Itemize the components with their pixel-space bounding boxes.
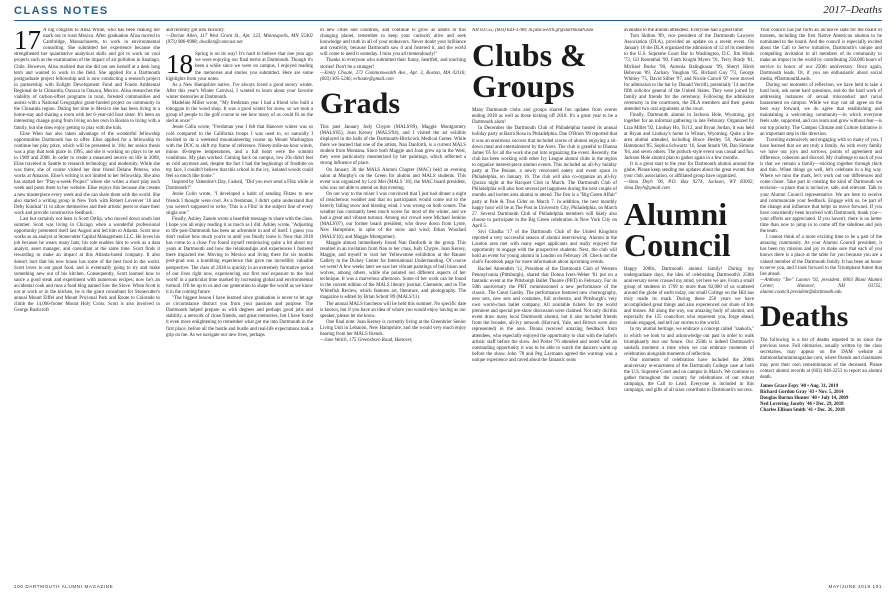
death-entry: Charles Ellison Smith '41 • Dec. 26, 2018 [760,408,845,414]
section-title-clubs-groups: Clubs & Groups [472,37,587,105]
paragraph: On January 30 the MALS Alumni Chapter (MAC) held an evening salon at Murphy's on the Green for alumni and MALS students. This event was organized by Lori Mei (MALS '18), the MAC board president, who was not able to attend on that evening. [320,167,466,191]
paragraph: It is a great start to the year for Dartmouth alumni around the globe. Please keep sending me updates about the great events that your club, association, or affiliated group have organized. [624,162,754,180]
class-secretary-signature: —Jane Welch, 175 Greensboro Road, Hanover, [320,338,413,344]
class-18-note [166,49,313,82]
paragraph: Jessie Colin wrote, "Freshman year I felt that Hanover winter was so cold compared to the California troops I was used to, so naturally I decided to do a weekend mountaineering course up Mount Washington with the DOC to shift my frame of reference. Ninety-mile-an-hour winds, minus 40-degree temperatures, and a full heart were the summit conditions. My plan worked. Coming back on campus, low 20s didn't feel as cold anymore and, despite the fact I had the beginnings of frostbite on my face, I couldn't believe that this school in the icy, isolated woods could feel so much like home." [166,125,313,180]
class-year-dropcap: 17 [14,28,41,55]
column-6 [760,28,882,580]
paragraph: Finally, Dartmouth alumni in Jackson Hole, Wyoming, got together for an informal gathering in late February. Organized by Liza Millet '92, Lindsay Ho, Tu'12, and Bryan Jordan, it was held at Bryan and Lindsay's home in Wilson, Wyoming. Quite a few area alumni attended, including Bruce Hedley '58, Alexander Hammond '85, Sophia Schwartz '16, Sean Stauth '00, Dan Simone '04, and seven others. The potluck-style event was casual and fun. Jackson Hole alumni plan to gather again in a few months. [624,113,754,161]
paragraph: The following is a list of deaths reported to us since the previous issue. Full obituaries, usually written by the class secretaries, may appear on the DAM website at dartmouthalumnimagazine.com, where friends and classmates may post their own remembrances of the deceased. Please contact alumni records at (603) 646-2253 to report an alumni death. [760,338,882,380]
paragraph: "The biggest lesson I have learned since graduation is never to let age or circumstance distract you from your passions and purpose. The Dartmouth helped prepare us with degrees and perhaps good jobs and stability, a network of close friends, and great memories, but I have found it even more enlightening to remember what got me into Dartmouth in the first place, before all the hustle and bustle and real-life expectations took a grip on me. As we navigate our new lives, perhaps [166,296,313,338]
paragraph: in new cities and countries, and continue to grow as adults in this changing planet, remember to keep your curiosity alive and seek knowledge and truth in all of your endeavors. Never doubt your brilliance and creativity, because Dartmouth saw it and fostered it, and the world will come to need it someday. I miss you all tremendously!" [320,28,466,58]
paragraph: During our moments of reflection, we have held to take a hard look, ask some hard questions, and do the hard work of addressing instances of sexual misconduct and racial harassment on campus. While we may not all agree on the best way forward, we do agree that establishing and maintaining a welcoming community—in which everyone feels safe, supported, and can learn and grow without fear—is our top priority. The Campus Climate and Culture Initiative is an important step in this direction. [760,82,882,137]
paragraph: I cannot think of a more exciting time to be a part of the amazing community. As your Alumni Council president, it has been my mission and joy to make sure that each of you knows there is a place at the table for you because you are a valued member of the Dartmouth family. It has been an honor to serve you, and I look forward to the Triumphant future that lies ahead. [760,235,882,277]
column-4 [472,28,617,580]
paragraph: Our moments of celebration have included the 200th anniversary re-enactment of the Dartmouth College case at both the U.S. Supreme Court and on campus in March. We continue to gather throughout the country for celebrations of our robust campaign, the Call to Lead. Everyone is included in this campaign, and gifts of all sizes contribute to Dartmouth's success. [624,357,754,394]
page-footer [14,584,882,596]
death-entry: Richard Gordon Gray '43 • Nov. 5, 2014 [760,389,844,395]
column-1 [14,28,160,580]
paragraph: Your council has put forth an inclusive slate for the board of trustees, including the first Native American alumna to be nominated to the board. And the council is especially excited about the Call to Serve initiative, Dartmouth's unique and compelling invitation to all members of its community to make an impact in the world by contributing 250,000 hours of service in honor of our 250th anniversary. Once again, Dartmouth leads. Or, if you are enthusiastic about social media, #DartmouthLeads. [760,28,882,82]
page-header [0,0,896,22]
paragraph: In my alumni heritage, we embrace a concept called "sankofa," in which we look to and acknowledge our past in order to walk triumphantly into our future. Our 250th is indeed Dartmouth's sankofa moment: a time when we can embrace moments of celebration alongside moments of reflection. [624,327,754,357]
paragraph: Many Dartmouth clubs and groups shared fun updates from events ending 2018 as well as those kicking off 2018. It's a great year to be a Dartmouth alum! [472,108,617,126]
paragraph: Elise Wien has also taken advantage of the wonderful fellowship opportunities Dartmouth has to offer. Elise applied for a fellowship to continue her play prize, which will be presented in '18s; her senior thesis was a play that took place in 1995, and she is working on plays to be set in 1989 and 2008. In order to create a measured oeuvre on life in 2008, Elise traveled to Seattle to research technology and modernity. While she was there, she of course visited her dear friend Delano Peterso, who works at Amazon. Elise's writing is not limited to her fellowship. She also has started her "Play-a-week Project" where she writes a short play each week and posts them to her website. Elise enjoys this because she creates a new masterpiece every week and she can share them with the world. She also started a writing group in New York with Robert Lovenver '16 and Deby Kindsal '11 to allow themselves and their artistic peers to share their work and provide constructive feedback. [14,131,160,216]
death-entry: Ned Lovering Jacoby '46 • Dec. 29, 2018 [760,402,844,408]
paragraph: Sivi Chadha '17 of the Dartmouth Club of the United Kingdom reported a very successful season of alumni interviewing. Alumni in the London area met with many eager applicants and really enjoyed the opportunity to engage with the prospective students. Next, the club will hold an event for young alumni in London on February 28. Check out the club's Facebook page for more information about upcoming events. [472,229,617,266]
paragraph: Madeline Miller wrote, "My freshman year I had a friend who built a toboggan in the wood shop. It was a good winter for snow, so we took a group of people to the golf course to see how many of us could fit on the sled at once!" [166,101,313,125]
page-tag: 2017–Deaths [823,4,882,16]
paragraph: Inspired by Valentine's Day, I asked, "Did you ever send a Flitz while at Dartmouth?" [166,180,313,192]
paragraph: On our way to the mixer I was convinced that I just had dinner a night of treacherous weather and that no participants would come out to the heavily falling snow and blasting wind. I was wrong on both counts. The weather has constantly been much worse for most of the winter, and we had a great and vibrant turnout. Among our crowd were Michael Jenkins (MALS'07), our former board president, who drove down from Lyme, New Hampshire, in spite of the snow and wind; Ethan Woodard (MALS'16); and Maggie Montgomery. [320,191,466,240]
paragraph: This past January Judy Chypre (MALS'89), Maggie Montgomery (MALS'85), Joan Kersey (MALS'94), and I visited the art exhibits displayed in the halls of the Dartmouth-Hitchcock Medical Center. While there we learned that one of the artists, Nan Danforth, is a current MALS student from Montana. Since both Maggie and Joan grew up in the West, they were particularly mesmerized by her paintings, which reflected a strong influence of place. [320,124,466,167]
column-3 [320,28,466,580]
paragraph: In December the Dartmouth Club of Philadelphia hosted its annual holiday party at Barra Rosa in Philadelphia. Dan O'Brien '09 reported that it was an enormous success that included scores of alumni enjoying a sit-down meal and entertainment by the Aires. The club is grateful to Dianna James '05 for all the work she put into organizing the event. Recently, the club has been working with other Ivy League alumni clubs in the region to organize interest-piece alumni events. This included an all-Ivy holiday party at The Boiane, a newly renovated eatery and event space in Philadelphia, on January 16. The club will also co-organize an all-Ivy Quizzo night at the Racquet Club in March. The Dartmouth Club of Philadelphia will also host several pet happiness during the next couple of months and invites area alumni to attend. The first is a "Big Green Affair" party at Pale & True Cider on March 7. In addition, the next monthly happy hour will be at The Post in University City, Philadelphia, on March 27. Several Dartmouth Club of Philadelphia members will likely also choose to participate in the Big Green celebration in New York City on April 5. [472,126,617,229]
class-17-note [14,28,160,132]
paragraph: The annual MALS luncheon will be held this summer. No specific date is known, but if you have an idea of whom you would enjoy having as our speaker, please let me know. [320,301,466,319]
paragraph: As a New Hampshire native, I've always loved a good snowy winter. After this year's Winter Carnival, I wanted to learn about your favorite winter memories at Dartmouth. [166,82,313,100]
footer-left-folio: 100 DARTMOUTH ALUMNI MAGAZINE [14,584,114,589]
paragraph: Jessie Colin wrote, "I developed a habit of sending Flitzes to new friends I thought were cool. As a freshman, I didn't quite understand that you weren't supposed to write, 'This is a Flitz' in the subject line of every single one." [166,192,313,216]
header-rule [14,20,882,21]
class-secretary-signature: —Emily Choate, 272 Commonwealth Ave., Apt. 3, Boston, MA 02116; (603) 305-5246; echoate@gmail.com [320,70,466,82]
section-title-alumni-council: Alumni Council [624,195,731,263]
column-5 [624,28,754,580]
section-title-grads: Grads [320,86,401,120]
paragraph: Maggie almost immediately found Nan Danforth in the group. This resulted in an invitation from Nan to her class, Judy Chypre, Joan Kersey, Maggie, and myself to visit her Yellowstone exhibition at the Rauner Gallery in the Dickey Center for International Understanding. Of course we went! A few weeks later we saw her vibrant paintings of bull bison and wolves, among others, while she pointed out different aspects of her technique. It was a marvelous afternoon. Some of her work can be found in the current edition of the MALS literary journal, Clemente, and in The Whitefish Review, which features art, literature, and photography. The magazine is edited by Brian Schott '89 (MALS'11). [320,240,466,301]
paragraph: Spring is on its way! It's hard to believe that one year ago we were enjoying our final terms at Dartmouth. Though it's been a while since we were on campus, I enjoyed reading the memories and stories you submitted. Here are some highlights from your notes. [166,52,313,82]
death-entry: Douglas Burton Hunter '40 • July 14, 2009 [760,395,849,401]
paragraph: Traveling extensively and engaging with so many of you, I have learned that we are truly a family. As with every family we have our joys and sorrows, points of agreement and difference, cohesion and discord. My challenge to each of you is that we remain a family—sticking together through thick and thin. When things go well, let's celebrate in a big way. Where we miss the mark, let's work out our differences and come closer. Take part in creating the kind of Dartmouth we envision—a place that is inclusive, safe, and relevant. Talk to your Alumni Council representative. We are here to receive and communicate your feedback. Engage with us, be part of the change and influence that helps us move forward. If you have consistently been involved with Dartmouth, thank you—your efforts are appreciated. If you haven't, there is no better time than now to jump in to come off the sidelines and join the team. [760,137,882,235]
class-year-dropcap: 18 [166,49,193,80]
signature-continued: NH 03755; (603) 643-3788; m.jane.welch.gr@dartmouth.edu [472,28,594,33]
council-president-signature: —Anthony "Tee" Lutonn '92, president, 6003 Blunt Alumni Center, Hanover, NH 03755; alumni.council.president@dartmouth.edu [760,277,882,296]
paragraph: Tom Skilton '89, vice president of the Dartmouth Lawyers Association (DLA), provided an update on a recent event. On January 16 the DLA organized the admission of 12 of its members to the U.S. Supreme Court Bar in Washington, D.C. Jim Hinds '73, Gil Rosenthal '90, Faith Knight Myers '91, Terry Brady '81, Michael Burke '90, Antonia Balingkasar '99, Sheryl Hirsh Bebovan '89, Zachary Vaughan '05, Richard Guy '73, George Whitley '75, David Silber '97, and Nicole Carroll '07 were moved for admission to the bar by Donald Verrilli, potentially '14 and the fifth solicitor general of the United States. They were joined by family and friends for the ceremony. Following the admission ceremony in the courtroom, the DLA members and their guests attended two oral arguments at the court. [624,34,754,113]
paragraph: One final note: Joan Kersey is currently living at the Greenbrier Senior Living Unit in Lebanon, New Hampshire, and she would very much enjoy hearing from her MALS friends. [320,319,466,338]
paragraph: Last but certainly not least is Scott Ortlip, who moved down south last summer. Scott was living in Chicago when a wonderful professional opportunity presented itself last August and led him to Atlanta. Scott now works as an analyst at Stonecutter Capital Management LLC. He loves his job because he wears many hats; his role enables him to work as a data analyst, asset manager, and consultant at the same time. Scott finds it rewarding to make an impact at this Atlanta-based company. It also doesn't hurt that his new house has some of the best food in the world. Scott loves to eat good food, and is eventually going to try and make something new out of his kitchen. Consequently, Scott learned how to sauce a good steak and experiment with numerous recipes; now he's an accidental cook and runs a food blog named Saw the Stove. When Scott is not at work or in the kitchen, he is the grant consultant for Stonecutter's annual Mount Elffel and Mount Pricional Park and Route to Colorado to climb the 14,000-footer Mount Holy Cross. Scott is also involved in George Bushcroft [14,216,160,314]
death-entry: James Grace Espy '40 • Aug. 31, 2019 [760,383,839,389]
deaths-list [760,384,882,414]
paragraph: and recently got into falconry. [166,28,225,33]
paragraph: Finally, Ashley Zaneie wrote a heartfelt message to share with the class. I hope you all enjoy reading it as much as I did. Ashley wrote, "Adjusting to life post-Dartmouth has been an adventure in and of itself. I guess you don't realize how much you're in until you finally leave it. Now that 2018 has come to a close I've found myself reminiscing quite a bit about my years at Dartmouth and how the relationships and experiences I fostered there impacted me. Moving to Mexico and living there for six months post-grad was a humbling experience that gave me incredibly valuable perspective. The class of 2018 is quickly in an extremely formative period of our lives right now, experiencing our first real exposure to the 'real world' in a particular time marked by increasing global and environmental turmoil. It'll be up to us and our generation to shape the world as we know it in the coming future. [166,216,313,295]
class-secretary-signature: —Sima Deyh '06, P.O. Box 9274, Jackson, WY 83002; sima.Deyh@gmail.com [624,180,754,192]
paragraph: Happy 2000s, Dartmouth alumni family! During my undergraduate days, the idea of celebrating Dartmouth's 250th anniversary never crossed my mind, yet here we are. From a small group of students in 1769 to more than 82,000 of us scattered around the globe of earth today, our small College on the Hill has truly made its mark. During these 250 years we have accomplished great things and also experienced our share of hits and misses. All along the way, our amazing body of alumni, and especially the 125 councilors who represent you, forge ahead, remain engaged, and tell our stories to the world. [624,266,754,327]
section-label: CLASS NOTES [14,5,109,17]
class-secretary-signature: —Dorian Allen, 117 West Grant St., Apt. 123, Minneapolis, MN 55402 (973) 986-0988; dwallen@comcast.net [166,34,313,46]
footer-right-folio: MAY/JUNE 2018 101 [828,584,882,589]
column-2 [166,28,313,580]
paragraph: available to the alumni attendees. Everyone had a great time! [624,28,744,33]
section-title-deaths: Deaths [760,300,849,334]
paragraph: Rachel Ahrendtsh '12, President of the Dartmouth Club of Western Pennsylvania (Pittsburgh), shared that Donna Ivers-Weber '81 put on a fantastic event at the Pittsburgh Ballet Theatre (PBT) in February. For its 50th anniversary the PBT commissioned a new performance of the classic, The Great Gatsby. The performance featured new choreography, new sets, new sets and costumes, full orchestra, and Pittsburgh's very own world-class ballet company. All available tickets for the world premiere and special pre-show discussion were claimed. Not only did this event draw many local Dartmouth alumni, but it also included friends from the broader, all-Ivy network (Harvard, Yale, and Brown were also represented) in the area. Donna received amazing feedback from attendees, who especially enjoyed the opportunity to chat with the ballet's artistic staff before the show. Jed Porter '76 attended and noted what an outstanding opportunity it was to be able to watch the dancers warm up before the show. John '78 and Peg Laymann agreed the warmup was a unique experience and raved about the fantastic seats [472,266,617,363]
paragraph: A big congrats to Alisa White, who has been making her mark out in rural Mexico. After graduation Alisa moved to Cambridge, Massachusetts, to work in environmental consulting. She submitted her experience because she strengthened her quantitative analytical skills and got to work on cool projects such as the examination of the impact of air pollution in Santiago, Chile. However, Alisa realized that she did not see herself at a desk long term and wanted to work in the field. She applied for a Dartmouth postgraduate project fellowship and is now conducting a research project in partnership with Enlight Development Fund and Fondo Ambiental Regional de la Chinantla, Oaxaca in Oaxaca, Mexico. Alisa researches the viability of carbon-offset programs in rural, forested communities and assists with a National Geographic grant-funded project on community in the Chinantla region. During her time in Mexico she has been living in a home-stay and sharing a room with her 6-year-old host sister. It's been an interesting change going from living on her own in Boston to living with a family, but she does enjoy getting to play with the kids. [14,28,160,131]
paragraph: Thanks to everyone who submitted their funny, heartfelt, and touching stories! Don't be a stranger! [320,58,466,70]
